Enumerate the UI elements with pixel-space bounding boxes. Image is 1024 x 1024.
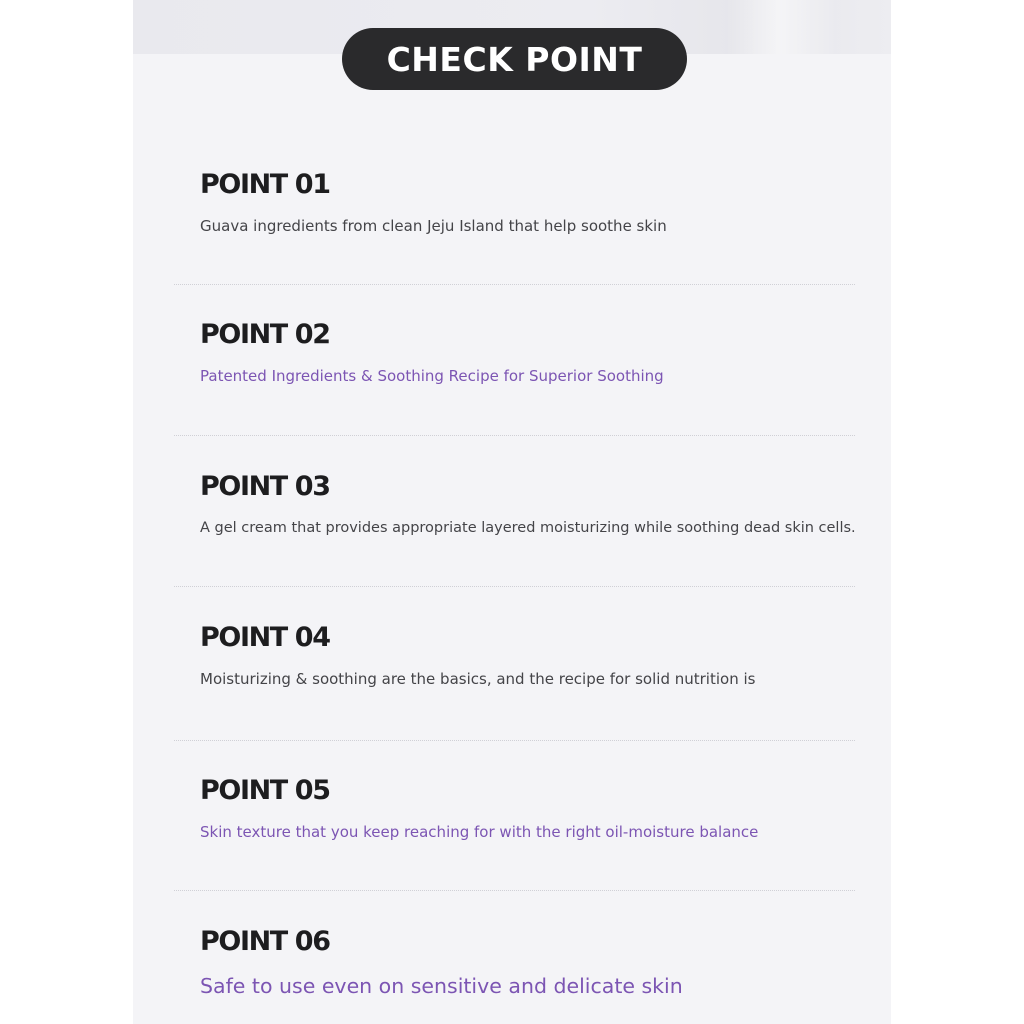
point-title: POINT 04	[200, 622, 330, 653]
check-point-badge: CHECK POINT	[342, 28, 687, 90]
point-item	[200, 471, 860, 539]
point-title: POINT 06	[200, 926, 330, 957]
point-description: A gel cream that provides appropriate layered moisturizing while soothing dead skin cells.	[200, 520, 856, 536]
point-description: Patented Ingredients & Soothing Recipe for Superior Soothing	[200, 367, 664, 385]
check-point-panel	[133, 0, 891, 1024]
point-item	[200, 169, 860, 237]
point-item	[200, 775, 860, 843]
point-title: POINT 02	[200, 319, 330, 350]
divider	[174, 890, 855, 891]
point-item	[200, 622, 860, 690]
point-item	[200, 319, 860, 387]
point-title: POINT 05	[200, 775, 330, 806]
divider	[174, 586, 855, 587]
point-description: Safe to use even on sensitive and delicate skin	[200, 974, 683, 998]
point-description: Skin texture that you keep reaching for with the right oil-moisture balance	[200, 823, 759, 841]
point-title: POINT 03	[200, 471, 330, 502]
divider	[174, 284, 855, 285]
point-description: Guava ingredients from clean Jeju Island that help soothe skin	[200, 217, 667, 235]
point-title: POINT 01	[200, 169, 330, 200]
divider	[174, 740, 855, 741]
point-item	[200, 926, 860, 1000]
point-description: Moisturizing & soothing are the basics, and the recipe for solid nutrition is	[200, 670, 756, 688]
divider	[174, 435, 855, 436]
